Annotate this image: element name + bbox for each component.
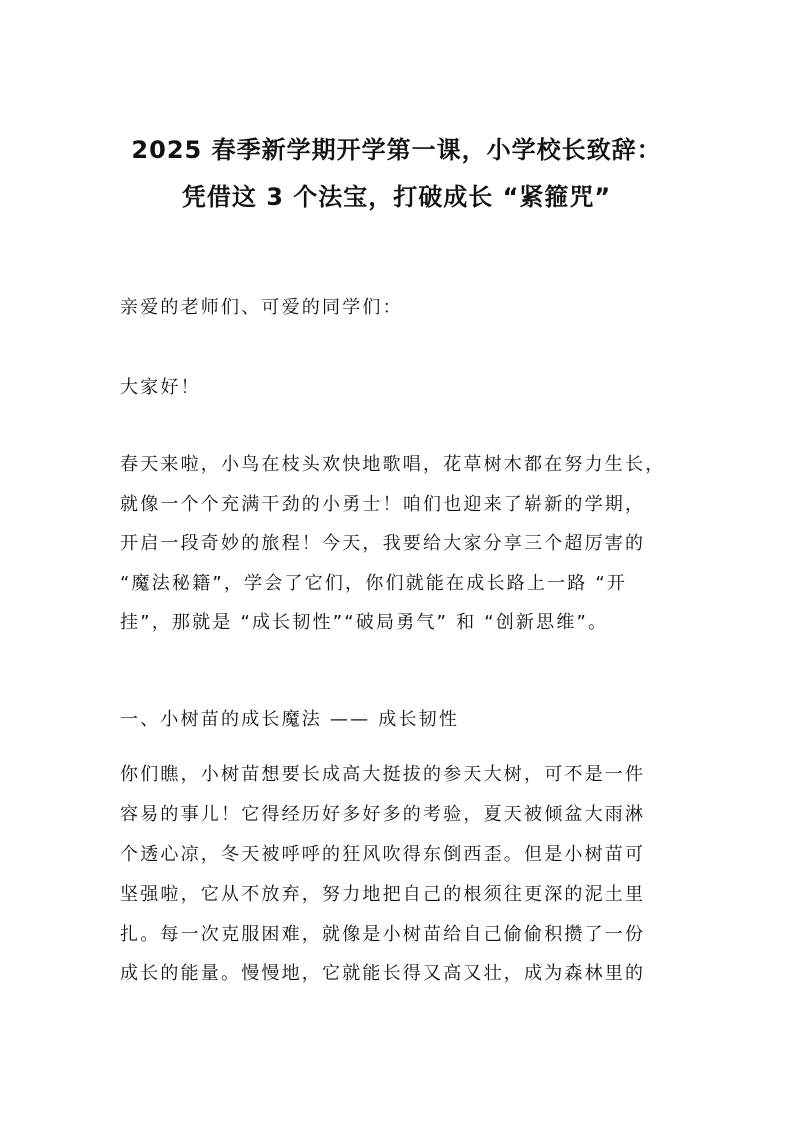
paragraph-line: 成长的能量。慢慢地，它就能长得又高又壮，成为森林里的 (120, 963, 646, 984)
section-heading-1: 一、小树苗的成长魔法 —— 成长韧性 (120, 709, 460, 730)
paragraph-line: 春天来啦，小鸟在枝头欢快地歌唱，花草树木都在努力生长， (120, 454, 666, 475)
paragraph-line: “魔法秘籍”，学会了它们，你们就能在成长路上一路 “开 (120, 573, 628, 594)
paragraph-line: 坚强啦，它从不放弃，努力地把自己的根须往更深的泥土里 (120, 884, 646, 905)
greeting: 亲爱的老师们、可爱的同学们： (120, 297, 403, 318)
title-line-1: 2025 春季新学期开学第一课，小学校长致辞： (131, 136, 662, 164)
paragraph-line: 容易的事儿！它得经历好多好多的考验，夏天被倾盆大雨淋 (120, 804, 646, 825)
hello: 大家好！ (120, 377, 201, 398)
title-line-2: 凭借这 3 个法宝，打破成长 “紧箍咒” (181, 183, 612, 211)
paragraph-line: 个透心凉，冬天被呼呼的狂风吹得东倒西歪。但是小树苗可 (120, 844, 646, 865)
paragraph-line: 你们瞧，小树苗想要长成高大挺拔的参天大树，可不是一件 (120, 764, 646, 785)
paragraph-line: 就像一个个充满干劲的小勇士！咱们也迎来了崭新的学期， (120, 494, 646, 515)
paragraph-line: 挂”，那就是 “成长韧性”“破局勇气” 和 “创新思维”。 (120, 612, 609, 633)
paragraph-line: 扎。每一次克服困难，就像是小树苗给自己偷偷积攒了一份 (120, 924, 646, 945)
paragraph-line: 开启一段奇妙的旅程！今天，我要给大家分享三个超厉害的 (120, 533, 646, 554)
